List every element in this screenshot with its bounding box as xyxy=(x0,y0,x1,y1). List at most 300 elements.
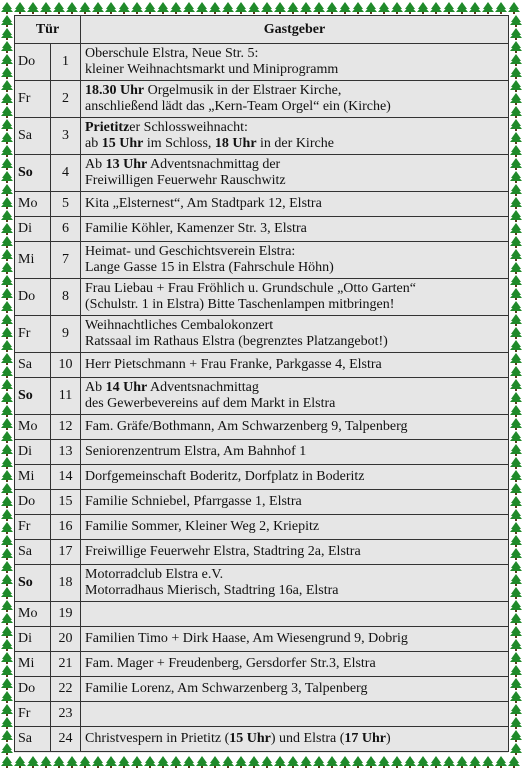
host-text: Ratssaal im Rathaus Elstra (begrenztes Platzangebot!) xyxy=(85,334,388,349)
host-text: Lange Gasse 15 in Elstra (Fahrschule Höhn) xyxy=(85,260,334,275)
door-number-cell: 13 xyxy=(51,440,81,465)
tree-icon xyxy=(339,2,351,14)
tree-icon xyxy=(66,2,78,14)
tree-icon xyxy=(510,522,522,534)
host-cell xyxy=(81,627,509,652)
host-cell xyxy=(81,279,509,316)
tree-icon xyxy=(53,2,65,14)
tree-icon xyxy=(235,2,247,14)
host-text: Adventsnachmittag der xyxy=(147,157,281,172)
tree-icon xyxy=(131,756,143,768)
tree-icon xyxy=(510,717,522,729)
weekday-cell: Do xyxy=(15,490,51,515)
tree-icon xyxy=(326,2,338,14)
host-text: kleiner Weihnachtsmarkt und Miniprogramm xyxy=(85,62,339,77)
weekday-cell: Sa xyxy=(15,727,51,752)
tree-icon xyxy=(1,730,13,742)
tree-icon xyxy=(183,2,195,14)
weekday-cell: Sa xyxy=(15,540,51,565)
host-line xyxy=(85,419,504,435)
weekday-cell: Di xyxy=(15,440,51,465)
table-row xyxy=(15,515,509,540)
tree-icon xyxy=(510,496,522,508)
tree-icon xyxy=(1,431,13,443)
tree-icon xyxy=(1,132,13,144)
host-text: im Schloss, xyxy=(143,136,215,151)
tree-icon xyxy=(404,2,416,14)
calendar-sheet xyxy=(14,15,508,753)
host-text: Seniorenzentrum Elstra, Am Bahnhof 1 xyxy=(85,444,307,459)
tree-icon xyxy=(157,756,169,768)
tree-icon xyxy=(510,470,522,482)
host-line xyxy=(85,357,504,373)
host-line xyxy=(85,380,504,396)
host-line xyxy=(85,656,504,672)
host-text: Christvespern in Prietitz ( xyxy=(85,731,230,746)
tree-icon xyxy=(274,2,286,14)
tree-icon xyxy=(222,756,234,768)
weekday-cell: Mo xyxy=(15,192,51,217)
tree-icon xyxy=(1,392,13,404)
tree-icon xyxy=(495,756,507,768)
tree-icon xyxy=(1,756,13,768)
tree-icon xyxy=(508,2,520,14)
tree-icon xyxy=(510,132,522,144)
door-number-cell: 24 xyxy=(51,727,81,752)
host-cell xyxy=(81,727,509,752)
door-number-cell: 14 xyxy=(51,465,81,490)
tree-icon xyxy=(378,2,390,14)
door-number-cell: 18 xyxy=(51,565,81,602)
door-number-cell: 17 xyxy=(51,540,81,565)
tree-icon xyxy=(1,119,13,131)
tree-icon xyxy=(443,2,455,14)
table-row xyxy=(15,602,509,627)
weekday-cell: So xyxy=(15,565,51,602)
host-text-bold: 15 Uhr xyxy=(101,136,144,151)
tree-icon xyxy=(313,2,325,14)
host-text: Kita „Elsternest“, Am Stadtpark 12, Elstra xyxy=(85,196,322,211)
tree-icon xyxy=(510,275,522,287)
tree-icon xyxy=(1,106,13,118)
tree-icon xyxy=(40,2,52,14)
weekday-cell: Sa xyxy=(15,118,51,155)
tree-icon xyxy=(1,509,13,521)
weekday-cell: Do xyxy=(15,677,51,702)
tree-icon xyxy=(391,756,403,768)
host-cell xyxy=(81,440,509,465)
tree-icon xyxy=(287,756,299,768)
tree-icon xyxy=(352,756,364,768)
tree-icon xyxy=(27,2,39,14)
tree-icon xyxy=(510,236,522,248)
tree-icon xyxy=(1,28,13,40)
host-text: Weihnachtliches Cembalokonzert xyxy=(85,318,274,333)
tree-icon xyxy=(510,353,522,365)
table-row xyxy=(15,702,509,727)
door-number-cell: 15 xyxy=(51,490,81,515)
door-number-cell: 19 xyxy=(51,602,81,627)
tree-icon xyxy=(170,756,182,768)
tree-icon xyxy=(339,756,351,768)
weekday-cell: Mo xyxy=(15,415,51,440)
host-text: (Schulstr. 1 in Elstra) Bitte Taschenlampen mitbringen! xyxy=(85,297,395,312)
table-row xyxy=(15,540,509,565)
host-text-bold: 18.30 Uhr xyxy=(85,83,145,98)
host-line xyxy=(85,62,504,78)
table-row xyxy=(15,440,509,465)
tree-icon xyxy=(287,2,299,14)
door-number-cell: 11 xyxy=(51,378,81,415)
tree-icon xyxy=(183,756,195,768)
tree-icon xyxy=(1,600,13,612)
table-row xyxy=(15,652,509,677)
host-cell xyxy=(81,378,509,415)
host-column-header: Gastgeber xyxy=(81,16,509,44)
tree-icon xyxy=(510,392,522,404)
table-row xyxy=(15,155,509,192)
tree-icon xyxy=(510,301,522,313)
tree-icon xyxy=(1,353,13,365)
tree-icon xyxy=(365,756,377,768)
tree-icon xyxy=(510,379,522,391)
tree-icon xyxy=(1,535,13,547)
host-line xyxy=(85,318,504,334)
host-line xyxy=(85,157,504,173)
host-text: Frau Liebau + Frau Fröhlich u. Grundschule „Otto Garten“ xyxy=(85,281,416,296)
host-line xyxy=(85,99,504,115)
tree-icon xyxy=(510,457,522,469)
tree-icon xyxy=(1,171,13,183)
tree-icon xyxy=(510,327,522,339)
tree-icon xyxy=(510,548,522,560)
tree-icon xyxy=(1,184,13,196)
host-text: Familie Schniebel, Pfarrgasse 1, Elstra xyxy=(85,494,302,509)
tree-icon xyxy=(14,2,26,14)
host-cell xyxy=(81,415,509,440)
tree-icon xyxy=(510,678,522,690)
tree-icon xyxy=(1,652,13,664)
tree-icon xyxy=(1,2,13,14)
tree-icon xyxy=(14,756,26,768)
tree-icon xyxy=(1,626,13,638)
tree-icon xyxy=(482,2,494,14)
host-line xyxy=(85,260,504,276)
host-cell xyxy=(81,118,509,155)
tree-icon xyxy=(1,561,13,573)
weekday-cell: So xyxy=(15,155,51,192)
host-line xyxy=(85,583,504,599)
weekday-cell: Fr xyxy=(15,316,51,353)
tree-icon xyxy=(1,678,13,690)
weekday-cell: Fr xyxy=(15,702,51,727)
tree-icon xyxy=(469,2,481,14)
host-cell xyxy=(81,515,509,540)
tree-icon xyxy=(196,2,208,14)
weekday-cell: Do xyxy=(15,44,51,81)
tree-icon xyxy=(118,2,130,14)
tree-icon xyxy=(365,2,377,14)
tree-icon xyxy=(510,197,522,209)
host-text: in der Kirche xyxy=(256,136,334,151)
tree-icon xyxy=(1,665,13,677)
host-cell xyxy=(81,490,509,515)
tree-icon xyxy=(1,717,13,729)
tree-icon xyxy=(1,522,13,534)
tree-icon xyxy=(495,2,507,14)
host-text-bold: Prietitz xyxy=(85,120,130,135)
tree-icon xyxy=(510,431,522,443)
host-line xyxy=(85,494,504,510)
tree-icon xyxy=(209,756,221,768)
tree-icon xyxy=(510,444,522,456)
host-line xyxy=(85,120,504,136)
tree-icon xyxy=(79,2,91,14)
host-text: Familie Köhler, Kamenzer Str. 3, Elstra xyxy=(85,221,307,236)
tree-icon xyxy=(131,2,143,14)
weekday-cell: Di xyxy=(15,627,51,652)
host-text-bold: 13 Uhr xyxy=(105,157,148,172)
tree-icon xyxy=(105,756,117,768)
tree-icon xyxy=(1,67,13,79)
tree-icon xyxy=(313,756,325,768)
door-column-header: Tür xyxy=(15,16,81,44)
host-cell xyxy=(81,44,509,81)
host-cell xyxy=(81,192,509,217)
tree-icon xyxy=(1,405,13,417)
tree-icon xyxy=(430,756,442,768)
tree-icon xyxy=(510,288,522,300)
tree-icon xyxy=(508,756,520,768)
weekday-cell: So xyxy=(15,378,51,415)
tree-icon xyxy=(1,54,13,66)
tree-icon xyxy=(510,561,522,573)
host-text: Fam. Gräfe/Bothmann, Am Schwarzenberg 9, Talpenberg xyxy=(85,419,408,434)
host-text: er Schlossweihnacht: xyxy=(129,120,248,135)
tree-icon xyxy=(510,743,522,755)
table-row xyxy=(15,217,509,242)
host-text: Ab xyxy=(85,157,106,172)
table-row xyxy=(15,490,509,515)
host-cell xyxy=(81,353,509,378)
table-header-row xyxy=(15,16,509,44)
door-number-cell: 2 xyxy=(51,81,81,118)
tree-icon xyxy=(79,756,91,768)
tree-icon xyxy=(1,470,13,482)
tree-icon xyxy=(510,67,522,79)
tree-icon xyxy=(510,691,522,703)
tree-icon xyxy=(1,93,13,105)
tree-icon xyxy=(510,405,522,417)
tree-icon xyxy=(378,756,390,768)
host-text: Freiwilligen Feuerwehr Rauschwitz xyxy=(85,173,286,188)
table-row xyxy=(15,465,509,490)
tree-icon xyxy=(510,704,522,716)
host-text: Familie Lorenz, Am Schwarzenberg 3, Talpenberg xyxy=(85,681,368,696)
tree-icon xyxy=(105,2,117,14)
tree-icon xyxy=(417,2,429,14)
tree-icon xyxy=(510,145,522,157)
tree-icon xyxy=(510,28,522,40)
tree-icon xyxy=(510,613,522,625)
host-text: des Gewerbevereins auf dem Markt in Elstra xyxy=(85,396,336,411)
door-number-cell: 3 xyxy=(51,118,81,155)
tree-icon xyxy=(196,756,208,768)
tree-icon xyxy=(510,600,522,612)
host-text: Fam. Mager + Freudenberg, Gersdorfer Str.3, Elstra xyxy=(85,656,376,671)
tree-icon xyxy=(1,327,13,339)
tree-icon xyxy=(510,587,522,599)
tree-icon xyxy=(170,2,182,14)
tree-icon xyxy=(456,2,468,14)
tree-icon xyxy=(40,756,52,768)
tree-icon xyxy=(326,756,338,768)
tree-icon xyxy=(1,223,13,235)
host-cell xyxy=(81,242,509,279)
tree-icon xyxy=(417,756,429,768)
host-line xyxy=(85,519,504,535)
weekday-cell: Mo xyxy=(15,602,51,627)
tree-icon xyxy=(510,665,522,677)
tree-icon xyxy=(1,366,13,378)
tree-icon xyxy=(1,743,13,755)
tree-icon xyxy=(1,379,13,391)
host-text: Motorradclub Elstra e.V. xyxy=(85,567,224,582)
door-number-cell: 5 xyxy=(51,192,81,217)
host-cell xyxy=(81,81,509,118)
host-cell xyxy=(81,316,509,353)
door-number-cell: 9 xyxy=(51,316,81,353)
tree-icon xyxy=(1,574,13,586)
host-cell xyxy=(81,217,509,242)
host-text: Freiwillige Feuerwehr Elstra, Stadtring 2a, Elstra xyxy=(85,544,361,559)
tree-icon xyxy=(510,41,522,53)
weekday-cell: Do xyxy=(15,279,51,316)
door-number-cell: 23 xyxy=(51,702,81,727)
tree-icon xyxy=(404,756,416,768)
weekday-cell: Di xyxy=(15,217,51,242)
table-row xyxy=(15,118,509,155)
tree-icon xyxy=(510,223,522,235)
door-number-cell: 8 xyxy=(51,279,81,316)
tree-icon xyxy=(1,288,13,300)
door-number-cell: 4 xyxy=(51,155,81,192)
host-text: ab xyxy=(85,136,102,151)
tree-icon xyxy=(510,15,522,27)
tree-icon xyxy=(391,2,403,14)
tree-icon xyxy=(1,15,13,27)
host-line xyxy=(85,83,504,99)
tree-icon xyxy=(1,249,13,261)
tree-icon xyxy=(510,119,522,131)
tree-icon xyxy=(1,457,13,469)
tree-icon xyxy=(274,756,286,768)
tree-icon xyxy=(27,756,39,768)
table-row xyxy=(15,677,509,702)
door-number-cell: 1 xyxy=(51,44,81,81)
weekday-cell: Mi xyxy=(15,652,51,677)
door-number-cell: 16 xyxy=(51,515,81,540)
host-line xyxy=(85,681,504,697)
tree-icon xyxy=(510,171,522,183)
tree-icon xyxy=(443,756,455,768)
table-row xyxy=(15,415,509,440)
host-text: Motorradhaus Mierisch, Stadtring 16a, Elstra xyxy=(85,583,339,598)
table-row xyxy=(15,192,509,217)
tree-icon xyxy=(1,483,13,495)
host-line xyxy=(85,334,504,350)
tree-icon xyxy=(510,418,522,430)
tree-icon xyxy=(222,2,234,14)
host-text: Familie Sommer, Kleiner Weg 2, Kriepitz xyxy=(85,519,320,534)
table-row xyxy=(15,565,509,602)
tree-icon xyxy=(510,535,522,547)
weekday-cell: Fr xyxy=(15,515,51,540)
table-row xyxy=(15,81,509,118)
tree-icon xyxy=(510,366,522,378)
host-cell xyxy=(81,702,509,727)
host-cell xyxy=(81,677,509,702)
host-text: Orgelmusik in der Elstraer Kirche, xyxy=(144,83,342,98)
host-line xyxy=(85,196,504,212)
tree-icon xyxy=(248,2,260,14)
host-line xyxy=(85,731,504,747)
tree-icon xyxy=(510,262,522,274)
tree-icon xyxy=(510,639,522,651)
tree-icon xyxy=(1,418,13,430)
tree-icon xyxy=(1,548,13,560)
host-cell xyxy=(81,155,509,192)
table-row xyxy=(15,378,509,415)
door-number-cell: 6 xyxy=(51,217,81,242)
tree-icon xyxy=(144,2,156,14)
door-number-cell: 22 xyxy=(51,677,81,702)
tree-icon xyxy=(300,2,312,14)
host-line xyxy=(85,567,504,583)
tree-icon xyxy=(1,639,13,651)
tree-icon xyxy=(510,93,522,105)
tree-icon xyxy=(1,80,13,92)
tree-icon xyxy=(235,756,247,768)
host-text: Adventsnachmittag xyxy=(147,380,259,395)
tree-icon xyxy=(1,340,13,352)
tree-icon xyxy=(510,652,522,664)
tree-icon xyxy=(1,587,13,599)
host-text-bold: 15 Uhr xyxy=(229,731,271,746)
weekday-cell: Mi xyxy=(15,465,51,490)
tree-icon xyxy=(300,756,312,768)
tree-icon xyxy=(469,756,481,768)
host-cell xyxy=(81,652,509,677)
tree-icon xyxy=(510,574,522,586)
advent-calendar-table xyxy=(14,15,509,752)
tree-icon xyxy=(510,314,522,326)
host-cell xyxy=(81,465,509,490)
tree-icon xyxy=(1,262,13,274)
tree-icon xyxy=(261,756,273,768)
host-text: ) xyxy=(386,731,391,746)
host-cell xyxy=(81,602,509,627)
tree-icon xyxy=(1,158,13,170)
host-line xyxy=(85,444,504,460)
tree-icon xyxy=(510,184,522,196)
tree-icon xyxy=(456,756,468,768)
table-row xyxy=(15,44,509,81)
tree-icon xyxy=(248,756,260,768)
table-row xyxy=(15,316,509,353)
table-row xyxy=(15,727,509,752)
tree-icon xyxy=(430,2,442,14)
